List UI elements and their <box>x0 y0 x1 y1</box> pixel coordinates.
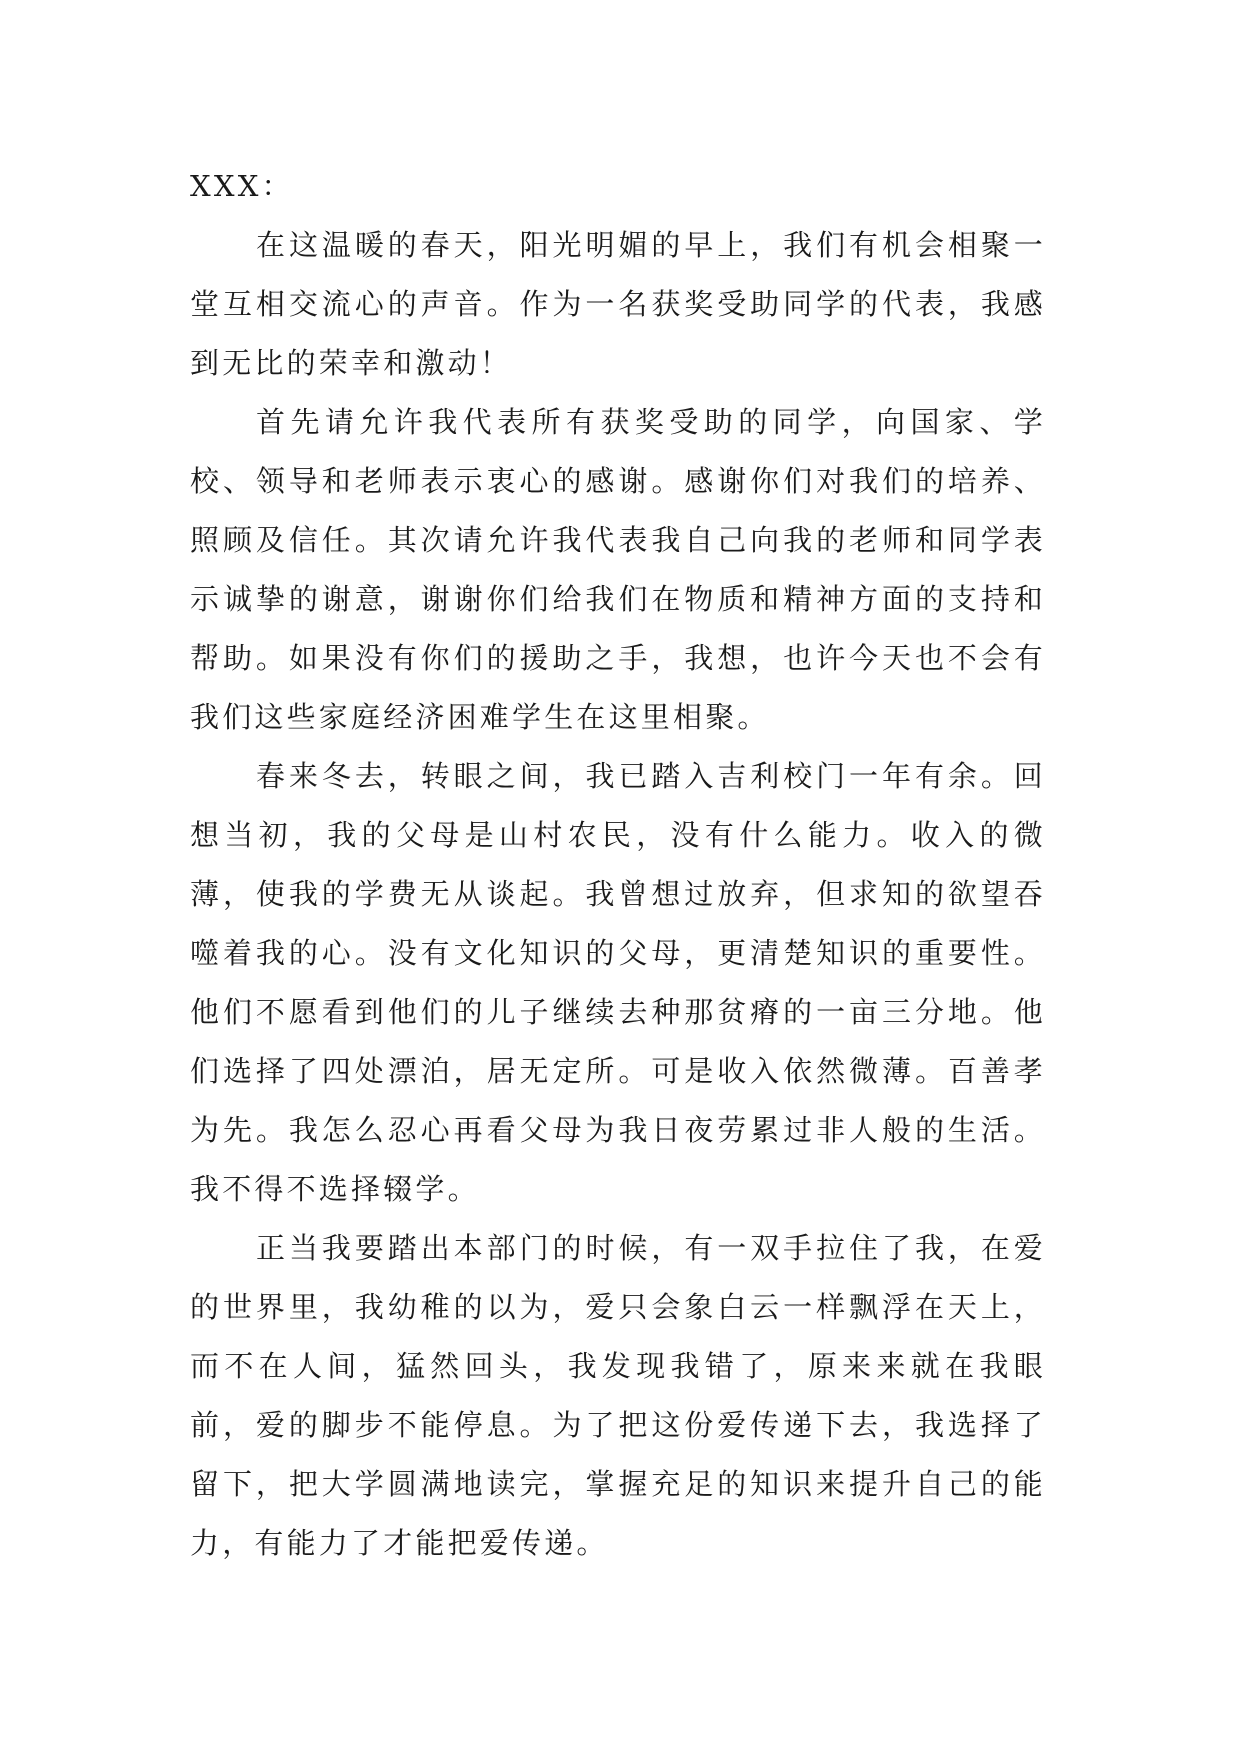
paragraph-3: 春来冬去，转眼之间，我已踏入吉利校门一年有余。回想当初，我的父母是山村农民，没有什么能力。收入的微薄，使我的学费无从谈起。我曾想过放弃，但求知的欲望吞噬着我的心。没有文化知识的父母，更清楚知识的重要性。他们不愿看到他们的儿子继续去种那贫瘠的一亩三分地。他们选择了四处漂泊，居无定所。可是收入依然微薄。百善孝为先。我怎么忍心再看父母为我日夜劳累过非人般的生活。我不得不选择辍学。 <box>190 759 1046 1206</box>
paragraph-1: 在这温暖的春天，阳光明媚的早上，我们有机会相聚一堂互相交流心的声音。作为一名获奖受助同学的代表，我感到无比的荣幸和激动！ <box>190 228 1046 380</box>
letter-body <box>190 157 1046 1573</box>
salutation: XXX： <box>190 169 294 203</box>
paragraph-4: 正当我要踏出本部门的时候，有一双手拉住了我，在爱的世界里，我幼稚的以为，爱只会象白云一样飘浮在天上，而不在人间，猛然回头，我发现我错了，原来来就在我眼前，爱的脚步不能停息。为了把这份爱传递下去，我选择了留下，把大学圆满地读完，掌握充足的知识来提升自己的能力，有能力了才能把爱传递。 <box>190 1231 1046 1560</box>
paragraph-2: 首先请允许我代表所有获奖受助的同学，向国家、学校、领导和老师表示衷心的感谢。感谢你们对我们的培养、照顾及信任。其次请允许我代表我自己向我的老师和同学表示诚挚的谢意，谢谢你们给我们在物质和精神方面的支持和帮助。如果没有你们的援助之手，我想，也许今天也不会有我们这些家庭经济困难学生在这里相聚。 <box>190 405 1046 734</box>
